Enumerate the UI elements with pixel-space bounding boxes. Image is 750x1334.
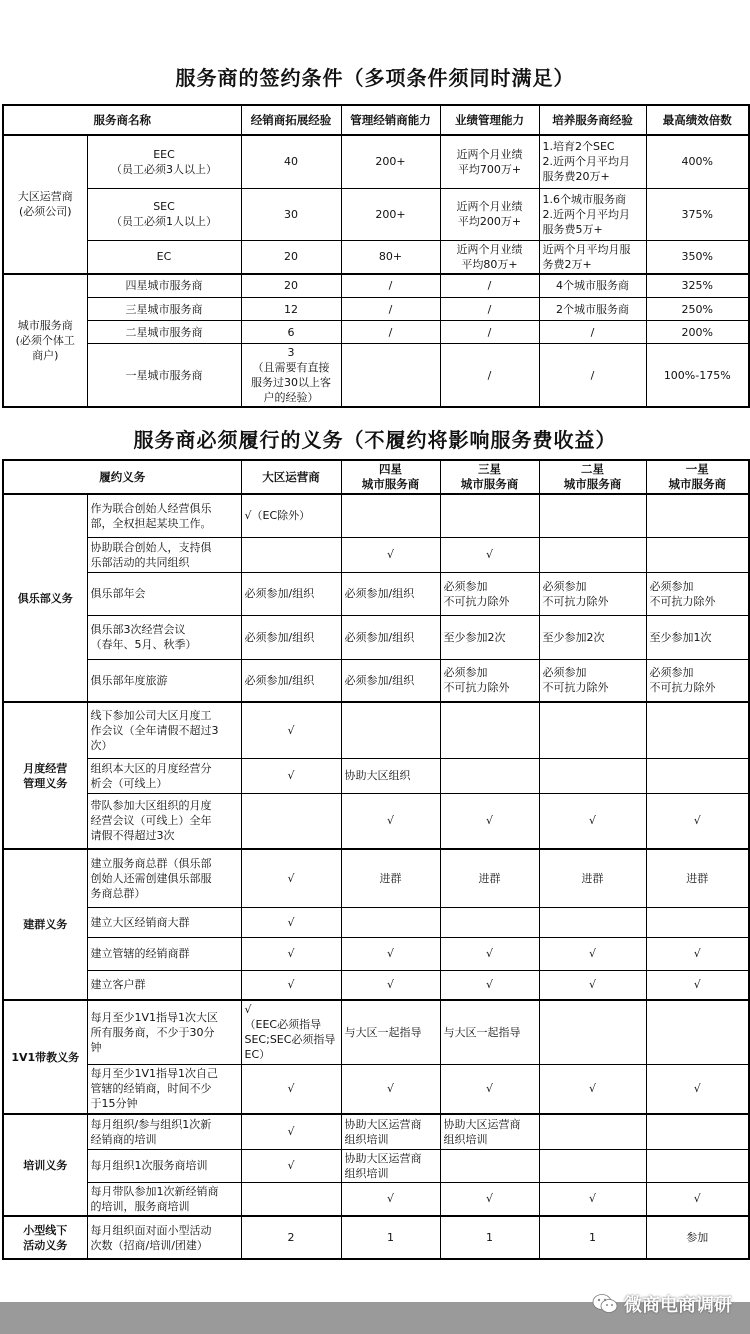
duty-item: 每月组织1次服务商培训: [87, 1149, 241, 1182]
duty-cell: 1: [539, 1216, 646, 1259]
duty-cell: 与大区一起指导: [341, 1000, 440, 1064]
duty-cell: 进群: [440, 849, 539, 907]
table-row: [3, 274, 749, 298]
duty-cell: √: [241, 907, 341, 937]
duty-cell: [646, 1000, 749, 1064]
duty-cell: 协助大区组织: [341, 758, 440, 793]
duty-group-label: 月度经营 管理义务: [3, 702, 87, 849]
duty-cell: 进群: [341, 849, 440, 907]
duty-cell: [341, 702, 440, 758]
table-row: [3, 907, 749, 937]
duty-cell: [341, 907, 440, 937]
duty-cell: 进群: [539, 849, 646, 907]
cell: 20: [241, 274, 341, 298]
duty-cell: √: [241, 758, 341, 793]
obligations-title: 服务商必须履行的义务（不履约将影响服务费收益）: [133, 428, 617, 452]
duty-cell: √: [241, 937, 341, 970]
cell: /: [341, 274, 440, 298]
duty-cell: [440, 494, 539, 537]
duty-group-label: 1V1带教义务: [3, 1000, 87, 1114]
duty-cell: [646, 907, 749, 937]
table-row: [3, 344, 749, 408]
duty-cell: 必须参加 不可抗力除外: [539, 659, 646, 702]
cell: /: [440, 298, 539, 321]
duty-cell: √: [241, 849, 341, 907]
duty-cell: 至少参加1次: [646, 615, 749, 659]
group-label-city: 城市服务商 (必须个体工 商户): [3, 274, 87, 408]
cell: /: [440, 321, 539, 344]
duty-cell: 参加: [646, 1216, 749, 1259]
duty-cell: √: [646, 970, 749, 1000]
duty-group-label: 培训义务: [3, 1114, 87, 1216]
cell: 80+: [341, 240, 440, 274]
duty-cell: [539, 1149, 646, 1182]
duty-cell: 必须参加/组织: [341, 615, 440, 659]
table-row: [3, 615, 749, 659]
cell: /: [539, 321, 646, 344]
duty-cell: √: [539, 1064, 646, 1114]
table-row: [3, 1216, 749, 1259]
duty-cell: √: [440, 537, 539, 572]
duty-item: 俱乐部年度旅游: [87, 659, 241, 702]
duty-cell: [646, 494, 749, 537]
obligations-table: [2, 459, 750, 1260]
duty-item: 协助联合创始人，支持俱 乐部活动的共同组织: [87, 537, 241, 572]
duty-cell: [440, 758, 539, 793]
contract-conditions-table: [2, 104, 750, 408]
duty-cell: √: [440, 1182, 539, 1216]
table-row: [3, 1064, 749, 1114]
duty-cell: √: [440, 970, 539, 1000]
table-row: [3, 321, 749, 344]
table-row: [3, 793, 749, 849]
duty-cell: [646, 1149, 749, 1182]
provider-name: 一星城市服务商: [87, 344, 241, 408]
header-manage-ability: 管理经销商能力: [341, 105, 440, 135]
duty-cell: √（EC除外）: [241, 494, 341, 537]
cell: 250%: [646, 298, 749, 321]
cell: 200%: [646, 321, 749, 344]
watermark-text: 微商电商调研: [624, 1295, 732, 1316]
cell: 350%: [646, 240, 749, 274]
cell: 3 （且需要有直接 服务过30以上客 户的经验）: [241, 344, 341, 408]
duty-cell: 必须参加/组织: [241, 659, 341, 702]
duty-cell: √: [646, 1064, 749, 1114]
duty-cell: [440, 907, 539, 937]
cell: 30: [241, 188, 341, 240]
duty-cell: 必须参加/组织: [241, 572, 341, 615]
duty-cell: [646, 702, 749, 758]
cell: [341, 344, 440, 408]
duty-cell: 必须参加/组织: [341, 659, 440, 702]
table-row: [3, 572, 749, 615]
duty-cell: √: [341, 970, 440, 1000]
cell: 325%: [646, 274, 749, 298]
duty-cell: √: [646, 1182, 749, 1216]
cell: 200+: [341, 188, 440, 240]
duty-item: 线下参加公司大区月度工 作会议（全年请假不超过3 次）: [87, 702, 241, 758]
duty-cell: 必须参加/组织: [341, 572, 440, 615]
duty-cell: √: [341, 1182, 440, 1216]
header-duty: 履约义务: [3, 460, 241, 494]
duty-cell: √: [440, 793, 539, 849]
watermark: [592, 1290, 732, 1318]
duty-cell: √: [341, 537, 440, 572]
duty-cell: √: [341, 937, 440, 970]
duty-cell: 进群: [646, 849, 749, 907]
cell: 375%: [646, 188, 749, 240]
table-row: [3, 659, 749, 702]
table-row: [3, 1182, 749, 1216]
duty-cell: √: [241, 1064, 341, 1114]
duty-cell: √: [539, 1182, 646, 1216]
duty-cell: √: [440, 937, 539, 970]
duty-cell: 1: [440, 1216, 539, 1259]
duty-cell: √: [646, 793, 749, 849]
header-regional: 大区运营商: [241, 460, 341, 494]
group-label-regional: 大区运营商 (必须公司): [3, 135, 87, 274]
duty-cell: 1: [341, 1216, 440, 1259]
cell: 200+: [341, 135, 440, 188]
duty-cell: 与大区一起指导: [440, 1000, 539, 1064]
header-four-star: 四星 城市服务商: [341, 460, 440, 494]
provider-name: 二星城市服务商: [87, 321, 241, 344]
table-row: [3, 702, 749, 758]
cell: 近两个月业绩 平均80万+: [440, 240, 539, 274]
duty-cell: √: [341, 1064, 440, 1114]
header-max-multiple: 最高绩效倍数: [646, 105, 749, 135]
cell: 1.6个城市服务商 2.近两个月平均月 服务费5万+: [539, 188, 646, 240]
provider-name: 四星城市服务商: [87, 274, 241, 298]
duty-cell: √: [341, 793, 440, 849]
provider-name: 三星城市服务商: [87, 298, 241, 321]
duty-cell: √: [539, 793, 646, 849]
duty-group-label: 建群义务: [3, 849, 87, 1000]
table-row: [3, 849, 749, 907]
header-performance: 业绩管理能力: [440, 105, 539, 135]
duty-cell: [646, 537, 749, 572]
table-row: [3, 537, 749, 572]
header-training-exp: 培养服务商经验: [539, 105, 646, 135]
duty-item: 建立大区经销商大群: [87, 907, 241, 937]
duty-cell: 必须参加 不可抗力除外: [440, 572, 539, 615]
duty-item: 每月带队参加1次新经销商 的培训，服务商培训: [87, 1182, 241, 1216]
duty-group-label: 俱乐部义务: [3, 494, 87, 702]
duty-cell: 2: [241, 1216, 341, 1259]
duty-cell: 至少参加2次: [539, 615, 646, 659]
duty-cell: 协助大区运营商 组织培训: [341, 1149, 440, 1182]
duty-cell: [241, 793, 341, 849]
duty-cell: √: [241, 702, 341, 758]
cell: 400%: [646, 135, 749, 188]
cell: 2个城市服务商: [539, 298, 646, 321]
table-row: [3, 135, 749, 188]
wechat-icon: [592, 1293, 618, 1315]
cell: /: [341, 321, 440, 344]
duty-cell: [539, 907, 646, 937]
duty-cell: [539, 1000, 646, 1064]
duty-item: 每月至少1V1指导1次大区 所有服务商，不少于30分 钟: [87, 1000, 241, 1064]
header-two-star: 二星 城市服务商: [539, 460, 646, 494]
duty-cell: 协助大区运营商 组织培训: [341, 1114, 440, 1149]
duty-cell: √: [646, 937, 749, 970]
table-row: [3, 1149, 749, 1182]
duty-item: 建立客户群: [87, 970, 241, 1000]
table-row: [3, 937, 749, 970]
duty-cell: 必须参加 不可抗力除外: [646, 572, 749, 615]
cell: 近两个月平均月服 务费2万+: [539, 240, 646, 274]
cell: 100%-175%: [646, 344, 749, 408]
duty-cell: [539, 702, 646, 758]
duty-cell: [341, 494, 440, 537]
cell: 40: [241, 135, 341, 188]
duty-cell: √: [241, 1149, 341, 1182]
duty-cell: [539, 537, 646, 572]
provider-name: SEC （员工必须1人以上）: [87, 188, 241, 240]
provider-name: EEC （员工必须3人以上）: [87, 135, 241, 188]
cell: 近两个月业绩 平均200万+: [440, 188, 539, 240]
duty-cell: [241, 537, 341, 572]
duty-item: 建立服务商总群（俱乐部 创始人还需创建俱乐部服 务商总群）: [87, 849, 241, 907]
duty-item: 每月至少1V1指导1次自己 管辖的经销商，时间不少 于15分钟: [87, 1064, 241, 1114]
duty-cell: √ （EEC必须指导 SEC;SEC必须指导 EC）: [241, 1000, 341, 1064]
cell: 12: [241, 298, 341, 321]
duty-cell: √: [440, 1064, 539, 1114]
cell: 20: [241, 240, 341, 274]
duty-cell: [646, 1114, 749, 1149]
table-row: [3, 188, 749, 240]
duty-cell: 必须参加 不可抗力除外: [539, 572, 646, 615]
duty-cell: [440, 702, 539, 758]
duty-cell: 必须参加 不可抗力除外: [646, 659, 749, 702]
duty-item: 带队参加大区组织的月度 经营会议（可线上）全年 请假不得超过3次: [87, 793, 241, 849]
duty-item: 每月组织/参与组织1次新 经销商的培训: [87, 1114, 241, 1149]
duty-cell: √: [539, 937, 646, 970]
cell: /: [440, 344, 539, 408]
table-row: [3, 494, 749, 537]
table-row: [3, 1114, 749, 1149]
duty-cell: √: [241, 1114, 341, 1149]
duty-cell: [539, 494, 646, 537]
header-three-star: 三星 城市服务商: [440, 460, 539, 494]
table-row: [3, 1000, 749, 1064]
header-provider-name: 服务商名称: [3, 105, 241, 135]
duty-cell: [241, 1182, 341, 1216]
duty-item: 俱乐部年会: [87, 572, 241, 615]
duty-cell: 协助大区运营商 组织培训: [440, 1114, 539, 1149]
duty-cell: √: [539, 970, 646, 1000]
duty-cell: [539, 758, 646, 793]
table-row: [3, 298, 749, 321]
duty-item: 俱乐部3次经营会议 （春年、5月、秋季）: [87, 615, 241, 659]
duty-item: 作为联合创始人经营俱乐 部，全权担起某块工作。: [87, 494, 241, 537]
cell: 近两个月业绩 平均700万+: [440, 135, 539, 188]
duty-cell: √: [241, 970, 341, 1000]
duty-item: 组织本大区的月度经营分 析会（可线上）: [87, 758, 241, 793]
duty-cell: 必须参加/组织: [241, 615, 341, 659]
contract-conditions-title: 服务商的签约条件（多项条件须同时满足）: [175, 66, 575, 90]
duty-item: 每月组织面对面小型活动 次数（招商/培训/团建）: [87, 1216, 241, 1259]
duty-cell: [539, 1114, 646, 1149]
header-expansion-exp: 经销商拓展经验: [241, 105, 341, 135]
duty-cell: [646, 758, 749, 793]
table-row: [3, 240, 749, 274]
table-row: [3, 758, 749, 793]
cell: 1.培育2个SEC 2.近两个月平均月 服务费20万+: [539, 135, 646, 188]
header-one-star: 一星 城市服务商: [646, 460, 749, 494]
cell: /: [539, 344, 646, 408]
cell: 4个城市服务商: [539, 274, 646, 298]
cell: /: [440, 274, 539, 298]
duty-cell: [440, 1149, 539, 1182]
duty-cell: 至少参加2次: [440, 615, 539, 659]
cell: 6: [241, 321, 341, 344]
duty-group-label: 小型线下 活动义务: [3, 1216, 87, 1259]
duty-item: 建立管辖的经销商群: [87, 937, 241, 970]
duty-cell: 必须参加 不可抗力除外: [440, 659, 539, 702]
provider-name: EC: [87, 240, 241, 274]
table-row: [3, 970, 749, 1000]
cell: /: [341, 298, 440, 321]
